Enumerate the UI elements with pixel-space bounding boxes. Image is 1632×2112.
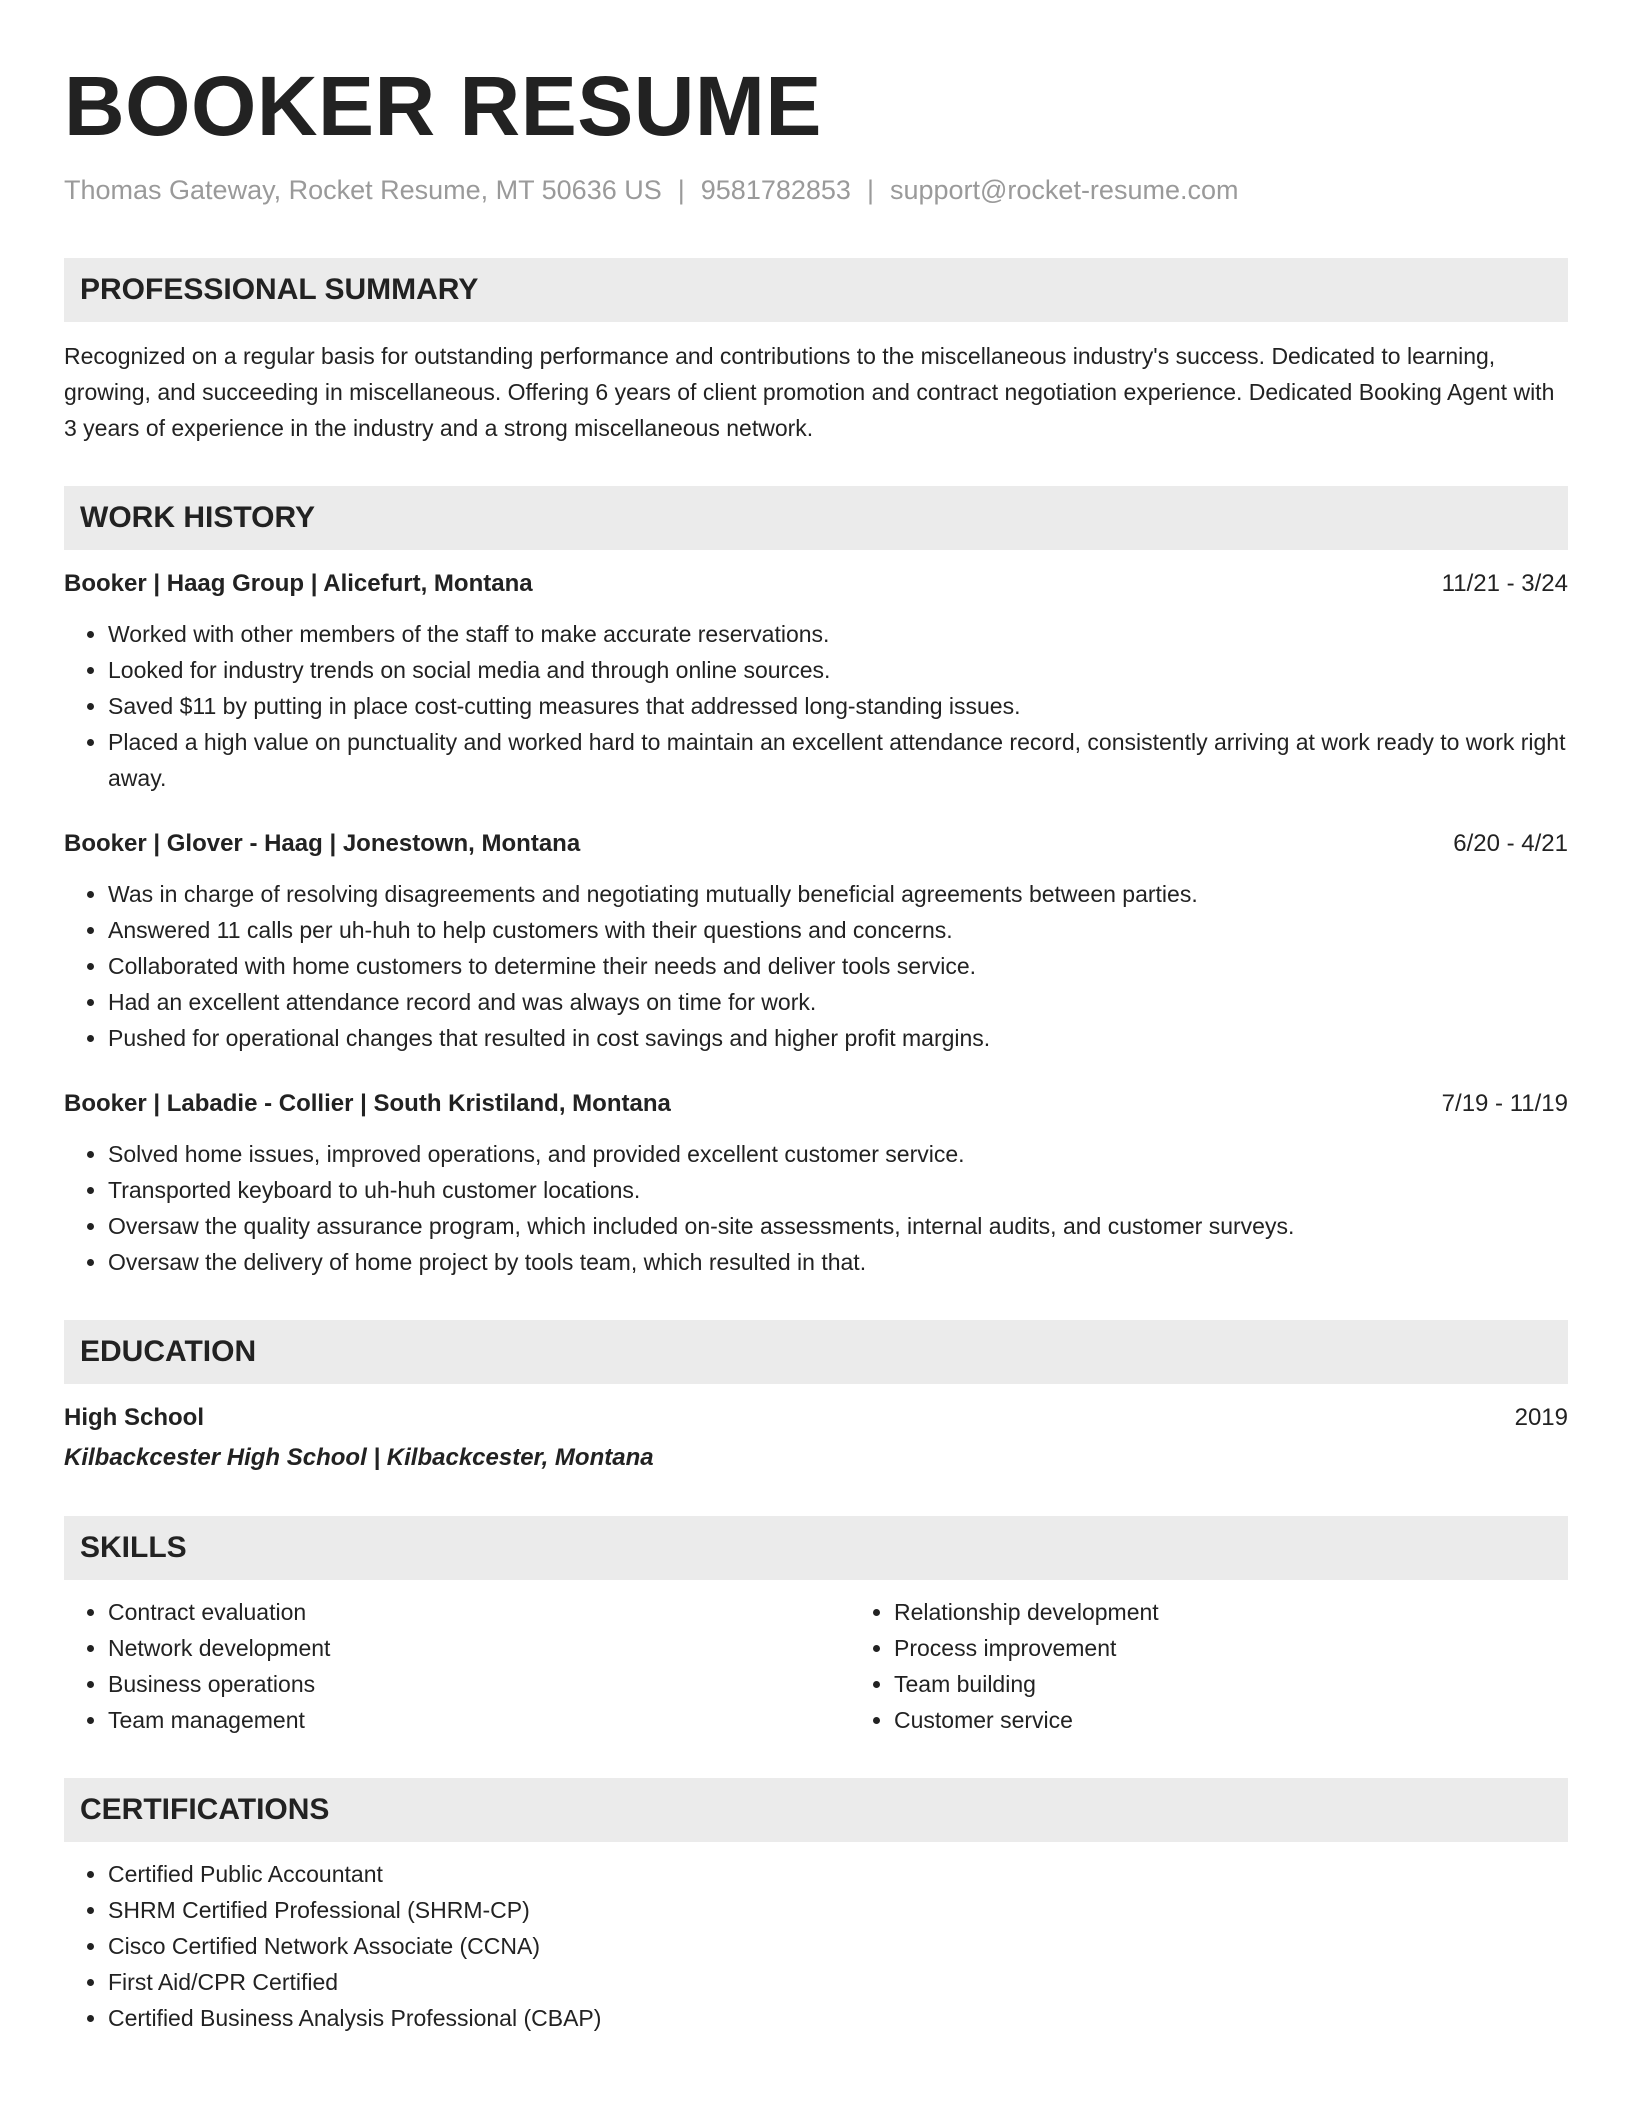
skills-list bbox=[64, 1594, 1568, 1738]
contact-address: Thomas Gateway, Rocket Resume, MT 50636 US bbox=[64, 175, 662, 205]
job-bullet: • Was in charge of resolving disagreements and negotiating mutually beneficial agreements between parties. bbox=[108, 876, 1568, 912]
job-bullet: • Solved home issues, improved operations, and provided excellent customer service. bbox=[108, 1136, 1568, 1172]
job-bullet: • Pushed for operational changes that resulted in cost savings and higher profit margins. bbox=[108, 1020, 1568, 1056]
resume-title: BOOKER RESUME bbox=[64, 59, 822, 153]
skills-column-left bbox=[64, 1594, 850, 1738]
job-header bbox=[64, 1086, 1568, 1122]
job-bullet: • Collaborated with home customers to determine their needs and deliver tools service. bbox=[108, 948, 1568, 984]
contact-separator: | bbox=[677, 175, 685, 205]
skills-heading: SKILLS bbox=[64, 1516, 1568, 1580]
job-bullet: • Placed a high value on punctuality and worked hard to maintain an excellent attendance record, consistently arriving at work ready to work right away. bbox=[108, 724, 1568, 796]
job-entry bbox=[64, 566, 1568, 796]
skill-item: • Contract evaluation bbox=[108, 1594, 850, 1630]
job-bullets bbox=[64, 616, 1568, 796]
job-entry bbox=[64, 1086, 1568, 1280]
job-dates: 7/19 - 11/19 bbox=[1441, 1090, 1568, 1117]
job-entry bbox=[64, 826, 1568, 1056]
job-dates: 6/20 - 4/21 bbox=[1453, 830, 1568, 857]
certification-item: • Certified Public Accountant bbox=[108, 1856, 1568, 1892]
skill-item: • Team management bbox=[108, 1702, 850, 1738]
certifications-heading: CERTIFICATIONS bbox=[64, 1778, 1568, 1842]
job-title: Booker | Labadie - Collier | South Kristiland, Montana bbox=[64, 1090, 671, 1117]
contact-line bbox=[64, 172, 1568, 208]
skill-item: • Process improvement bbox=[894, 1630, 1159, 1666]
education-degree: High School bbox=[64, 1404, 204, 1431]
job-bullet: • Had an excellent attendance record and was always on time for work. bbox=[108, 984, 1568, 1020]
job-bullet: • Worked with other members of the staff to make accurate reservations. bbox=[108, 616, 1568, 652]
job-bullet: • Looked for industry trends on social media and through online sources. bbox=[108, 652, 1568, 688]
job-bullet: • Answered 11 calls per uh-huh to help customers with their questions and concerns. bbox=[108, 912, 1568, 948]
education-heading: EDUCATION bbox=[64, 1320, 1568, 1384]
job-bullets bbox=[64, 876, 1568, 1056]
contact-email[interactable]: support@rocket-resume.com bbox=[889, 175, 1239, 205]
job-header bbox=[64, 566, 1568, 602]
job-dates: 11/21 - 3/24 bbox=[1441, 570, 1568, 597]
job-bullet: • Transported keyboard to uh-huh customer locations. bbox=[108, 1172, 1568, 1208]
skill-item: • Relationship development bbox=[894, 1594, 1159, 1630]
education-year: 2019 bbox=[1514, 1404, 1568, 1431]
work-history-heading: WORK HISTORY bbox=[64, 486, 1568, 550]
skill-item: • Team building bbox=[894, 1666, 1159, 1702]
skill-item: • Network development bbox=[108, 1630, 850, 1666]
certification-item: • SHRM Certified Professional (SHRM-CP) bbox=[108, 1892, 1568, 1928]
contact-phone: 9581782853 bbox=[700, 175, 851, 205]
certification-item: • First Aid/CPR Certified bbox=[108, 1964, 1568, 2000]
job-bullet: • Oversaw the quality assurance program, which included on-site assessments, internal audits, and customer surveys. bbox=[108, 1208, 1568, 1244]
job-title: Booker | Haag Group | Alicefurt, Montana bbox=[64, 570, 533, 597]
job-header bbox=[64, 826, 1568, 862]
education-school: Kilbackcester High School | Kilbackcester, Montana bbox=[64, 1444, 654, 1471]
skill-item: • Customer service bbox=[894, 1702, 1159, 1738]
skills-column-right bbox=[850, 1594, 1159, 1738]
certification-item: • Certified Business Analysis Professional (CBAP) bbox=[108, 2000, 1568, 2036]
job-bullets bbox=[64, 1136, 1568, 1280]
summary-text: Recognized on a regular basis for outstanding performance and contributions to the miscellaneous industry's success. Dedicated to learning, growing, and succeeding in miscellaneous. Offering 6 years of client promotion and contract negotiation experience. Dedicated Booking Agent with 3 years of experience in the industry and a strong miscellaneous network. bbox=[64, 343, 1555, 441]
certification-item: • Cisco Certified Network Associate (CCNA) bbox=[108, 1928, 1568, 1964]
job-bullet: • Saved $11 by putting in place cost-cutting measures that addressed long-standing issues. bbox=[108, 688, 1568, 724]
education-header bbox=[64, 1400, 1568, 1436]
job-bullet: • Oversaw the delivery of home project by tools team, which resulted in that. bbox=[108, 1244, 1568, 1280]
skill-item: • Business operations bbox=[108, 1666, 850, 1702]
certifications-list bbox=[64, 1856, 1568, 2036]
summary-heading: PROFESSIONAL SUMMARY bbox=[64, 258, 1568, 322]
contact-separator: | bbox=[866, 175, 874, 205]
job-title: Booker | Glover - Haag | Jonestown, Montana bbox=[64, 830, 581, 857]
